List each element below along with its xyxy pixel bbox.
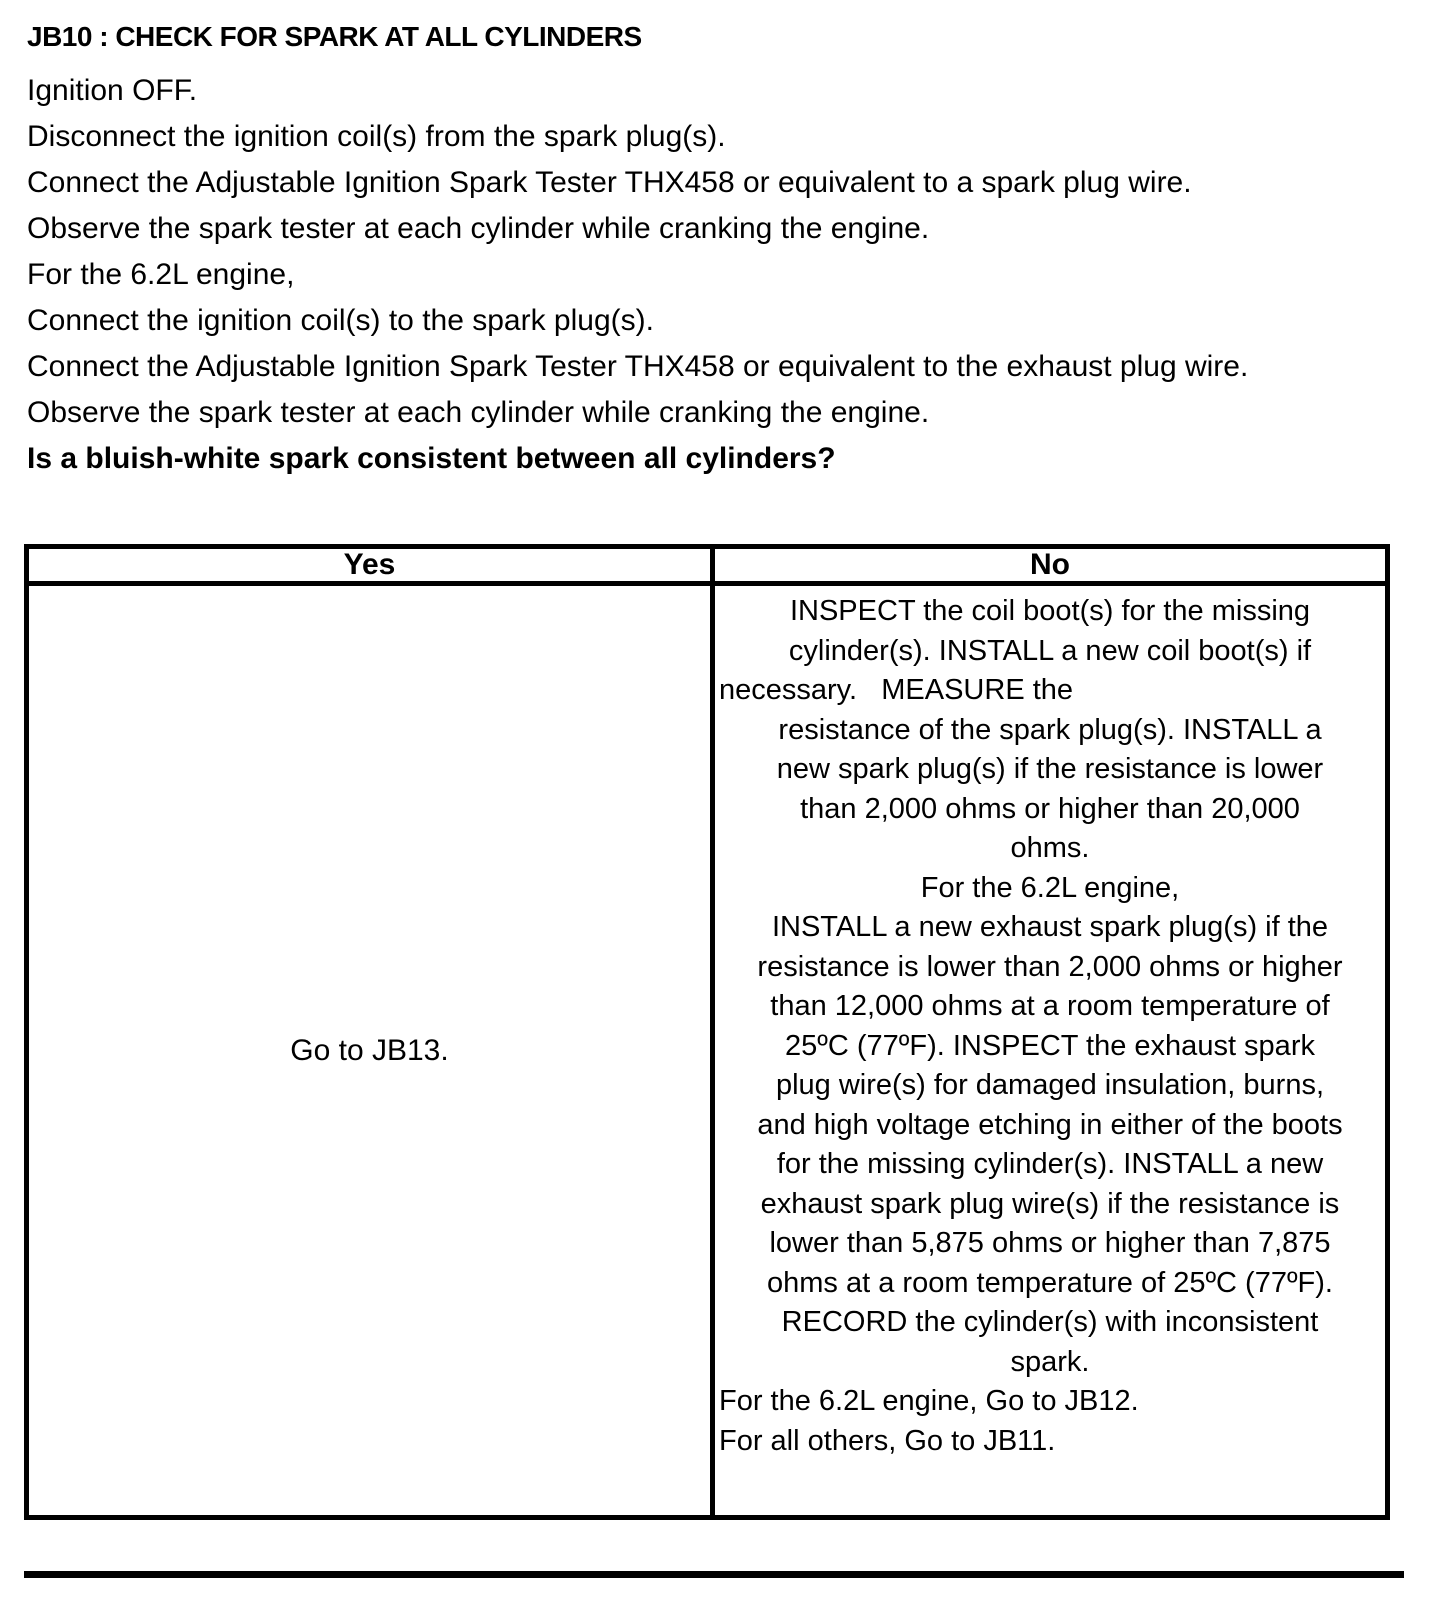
procedure-instructions [27,68,1440,482]
instruction-line: Connect the Adjustable Ignition Spark Tester THX458 or equivalent to the exhaust plug wire. [27,350,1249,383]
no-cell-line: for the missing cylinder(s). INSTALL a new [776,1148,1324,1180]
no-cell-line: For the 6.2L engine, [920,871,1180,904]
no-cell-line: plug wire(s) for damaged insulation, burns, [775,1069,1325,1101]
no-cell-line: ohms. [1010,832,1090,864]
no-cell-line: cylinder(s). INSTALL a new coil boot(s) if [788,634,1312,667]
no-cell-line: resistance is lower than 2,000 ohms or higher [757,950,1343,983]
instruction-line: Observe the spark tester at each cylinder while cranking the engine. [27,212,930,245]
bottom-rule [24,1571,1404,1578]
no-cell-line: ohms at a room temperature of 25ºC (77ºF). [767,1266,1333,1299]
no-cell-line: 25ºC (77ºF). INSPECT the exhaust spark [785,1029,1315,1062]
instruction-line: Connect the ignition coil(s) to the spark plug(s). [27,304,654,337]
no-cell-line: lower than 5,875 ohms or higher than 7,875 [769,1227,1331,1259]
instruction-line: Ignition OFF. [27,74,198,107]
no-cell-line: new spark plug(s) if the resistance is lower [776,753,1324,785]
no-column-header: No [1030,548,1070,581]
question-text: Is a bluish-white spark consistent between all cylinders? [27,442,836,475]
instruction-line: Connect the Adjustable Ignition Spark Tester THX458 or equivalent to a spark plug wire. [27,166,1192,199]
no-cell-line: resistance of the spark plug(s). INSTALL a [778,713,1322,746]
yes-cell-text: Go to JB13. [290,1033,449,1067]
table-header-row [29,549,1385,586]
page-title: JB10 : CHECK FOR SPARK AT ALL CYLINDERS [27,21,642,52]
instruction-line: Disconnect the ignition coil(s) from the spark plug(s). [27,120,726,153]
decision-table [24,544,1390,1520]
no-cell-line: For all others, Go to JB11. [719,1424,1056,1457]
no-cell-line: INSPECT the coil boot(s) for the missing [789,595,1311,627]
no-cell-line: For the 6.2L engine, Go to JB12. [719,1385,1139,1417]
no-cell-line: than 12,000 ohms at a room temperature of [770,990,1330,1022]
no-cell-line: than 2,000 ohms or higher than 20,000 [800,792,1300,825]
no-cell-line: necessary. MEASURE the [719,674,1074,706]
no-cell-line: and high voltage etching in either of the boots [757,1108,1343,1141]
no-cell-line: spark. [1010,1345,1090,1378]
no-cell-line: INSTALL a new exhaust spark plug(s) if the [771,911,1329,943]
table-body-row [29,586,1385,1515]
instruction-line: For the 6.2L engine, [27,258,295,291]
yes-cell [29,586,715,1515]
no-cell-line: RECORD the cylinder(s) with inconsistent [781,1306,1319,1338]
no-cell-line: exhaust spark plug wire(s) if the resistance is [760,1187,1340,1220]
yes-column-header: Yes [29,549,715,581]
no-cell [715,586,1385,1515]
instruction-line: Observe the spark tester at each cylinder while cranking the engine. [27,396,930,429]
